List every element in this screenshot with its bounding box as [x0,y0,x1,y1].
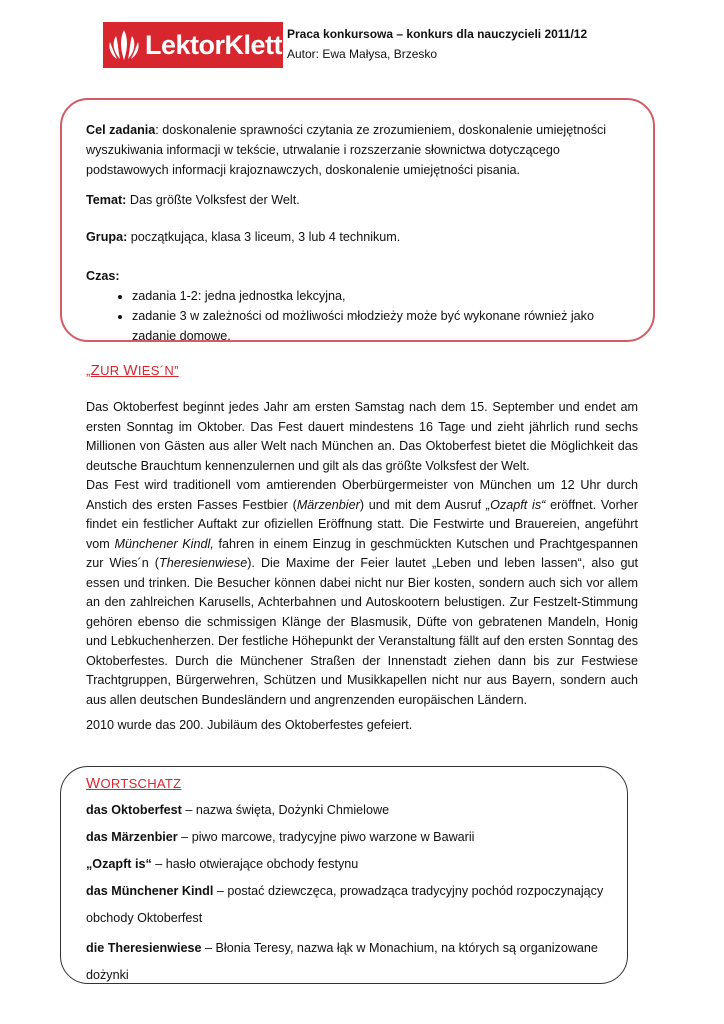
vocab-item-continuation: obchody Oktoberfest [86,911,203,925]
time-item: • zadania 1-2: jedna jednostka lekcyjna, [132,286,631,306]
topic-label: Temat: [86,193,127,207]
time-item: • zadanie 3 w zależności od możliwości młodzieży może być wykonane również jako zadanie domowe. [132,306,631,346]
logo-brand-text: LektorKlett [145,29,283,60]
header-title: Praca konkursowa – konkurs dla nauczycieli 2011/12 [287,27,588,41]
article-paragraph-2: Das Fest wird traditionell vom amtierenden Oberbürgermeister von München um 12 Uhr durch Anstich des ersten Fasses Festbier (Märzenbier) und mit dem Ausruf „Ozapft is“ eröffnet. Vorher findet ein festlicher Auftakt zur ofiziellen Eröffnung statt. Die Festwirte und Brauereien, angeführt vom Münchener Kindl, fahren in einem Einzug in geschmückten Kutschen und Prachtgespannen zur Wies´n (Theresienwiese). Die Maxime der Feier lautet „Leben und leben lassen“, also gut essen und trinken. Die Besucher können dabei nicht nur Bier kosten, sondern auch sich vor allem an den zahlreichen Karusells, Achterbahnen und Autoskootern belustigen. Zur Festzelt-Stimmung gehören ebenso die schmissigen Klänge der Blasmusik, Düfte von gebratenen Mandeln, Honig und Lebkuchenherzen. Der festliche Höhepunkt der Veranstaltung fällt auf den ersten Sonntag des Oktoberfestes. Durch die Münchener Straßen der Innenstadt ziehen dann bis zur Festwiese Trachtgruppen, Bürgerwehren, Schützen und Musikkapellen nicht nur aus Bayern, sondern auch aus allen deutschen Bundesländern und angrenzenden europäischen Ländern. [86,478,638,707]
article-paragraph-1: Das Oktoberfest beginnt jedes Jahr am ersten Samstag nach dem 15. September und endet am ersten Sonntag im Oktober. Das Fest dauert mindestens 16 Tage und zieht jährlich rund sechs Millionen von Gästen aus aller Welt nach München an. Das Oktoberfest bietet die Möglichkeit das deutsche Brauchtum kennenzulernen und gilt als das größte Volksfest der Welt. [86,400,638,473]
group-text: początkująca, klasa 3 liceum, 3 lub 4 technikum. [127,230,401,244]
article-body [86,398,638,736]
goal-line-2: wyszukiwania informacji w tekście, utrwalanie i rozszerzanie słownictwa dotyczącego [86,143,560,157]
article-paragraph-3: 2010 wurde das 200. Jubiläum des Oktoberfestes gefeiert. [86,718,413,732]
vocabulary-heading: WORTSCHATZ [86,775,182,792]
vocab-item: die Theresienwiese – Błonia Teresy, nazwa łąk w Monachium, na których są organizowane [86,941,598,955]
vocab-item: das Märzenbier – piwo marcowe, tradycyjne piwo warzone w Bawarii [86,830,475,844]
topic-line [86,190,631,210]
goal-text-1: : doskonalenie sprawności czytania ze zrozumieniem, doskonalenie umiejętności [155,123,607,137]
article-heading: „ZUR WIES´N” [86,362,179,379]
vocab-item: das Oktoberfest – nazwa święta, Dożynki Chmielowe [86,803,390,817]
task-info-box [60,98,655,342]
goal-line-1 [86,120,631,140]
topic-text: Das größte Volksfest der Welt. [126,193,300,207]
group-label: Grupa: [86,230,128,244]
klett-flower-icon [107,26,141,64]
lektorklett-logo [103,22,283,68]
vocab-item: „Ozapft is“ – hasło otwierające obchody festynu [86,857,359,871]
header-author: Autor: Ewa Małysa, Brzesko [287,47,438,61]
vocab-item-continuation: dożynki [86,968,129,982]
vocab-item: das Münchener Kindl – postać dziewczęca, prowadząca tradycyjny pochód rozpoczynający [86,884,604,898]
time-label: Czas: [86,269,120,283]
document-header [287,24,587,64]
goal-line-3: podstawowych informacji krajoznawczych, doskonalenie umiejętności pisania. [86,163,520,177]
goal-label: Cel zadania [86,123,156,137]
group-line [86,227,631,247]
vocabulary-list [86,800,641,992]
time-list [86,286,631,346]
